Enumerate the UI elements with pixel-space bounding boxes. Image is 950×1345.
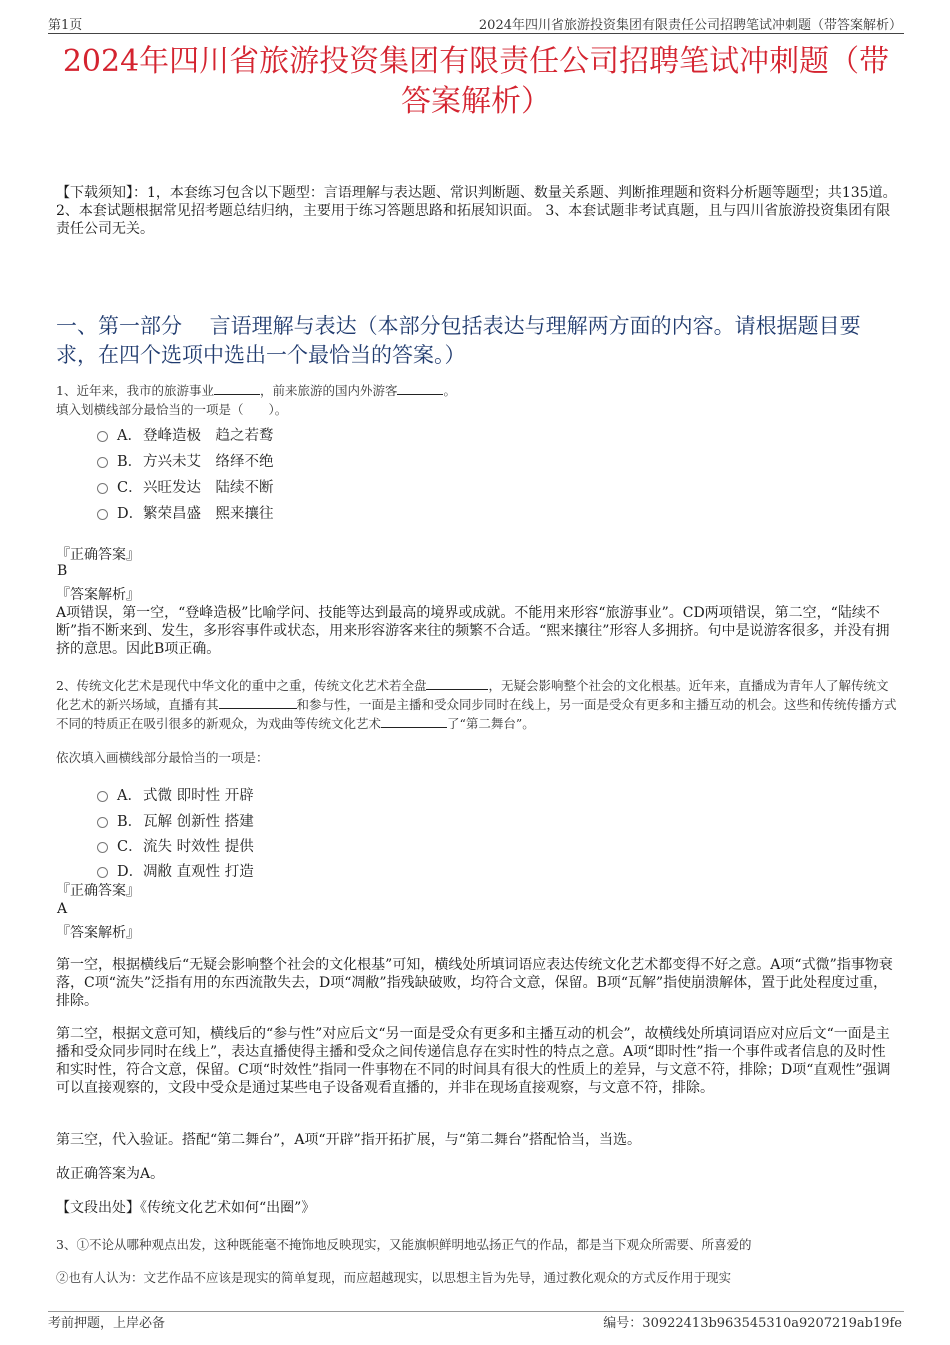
option-text: 凋敝 直观性 打造 [143, 864, 254, 880]
option-text: 式微 即时性 开辟 [143, 788, 254, 804]
q1-instruction: 填入划横线部分最恰当的一项是（ ）。 [56, 402, 288, 417]
header-divider [48, 33, 904, 34]
blank [381, 714, 447, 728]
q1-answer: B [57, 563, 68, 579]
q1-option-b[interactable] [97, 450, 274, 471]
document-title: 2024年四川省旅游投资集团有限责任公司招聘笔试冲刺题（带答案解析） [62, 44, 890, 119]
option-letter: B． [117, 814, 143, 830]
q2-option-d[interactable] [97, 860, 254, 881]
page-number: 第1页 [48, 18, 83, 33]
q1-answer-label: 『正确答案』 [56, 547, 140, 563]
blank [214, 381, 260, 395]
q2-stem-part-a: 2、传统文化艺术是现代中华文化的重中之重，传统文化艺术若全盘 [56, 678, 427, 693]
q1-stem-part-b: ，前来旅游的国内外游客 [259, 383, 398, 398]
radio-icon[interactable] [97, 817, 108, 828]
q2-option-b[interactable] [97, 810, 254, 831]
q1-option-a[interactable] [97, 424, 274, 445]
q2-analysis-paragraph-1: 第一空，根据横线后“无疑会影响整个社会的文化根基”可知，横线处所填词语应表达传统文化艺术都变得不好之意。A项“式微”指事物衰落，C项“流失”泛指有用的东西流散失去，D项“凋敝”指残缺破败，均符合文意，保留。B项“瓦解”指使崩溃解体，置于此处程度过重，排除。 [56, 957, 893, 1009]
q1-option-c[interactable] [97, 476, 274, 497]
option-letter: A． [117, 788, 142, 804]
q1-stem-part-a: 1、近年来，我市的旅游事业 [56, 383, 214, 398]
blank [397, 381, 443, 395]
q1-analysis: A项错误，第一空，“登峰造极”比喻学问、技能等达到最高的境界或成就。不能用来形容“旅游事业”。CD两项错误，第二空，“陆续不断”指不断来到、发生，多形容事件或状态，用来形容游客来往的频繁不合适。“熙来攘往”形容人多拥挤。句中是说游客很多，并没有拥挤的意思。因此B项正确。 [56, 605, 890, 657]
radio-icon[interactable] [97, 509, 108, 520]
q1-option-d[interactable] [97, 502, 274, 523]
q1-stem [56, 381, 898, 400]
section-heading: 一、第一部分 言语理解与表达（本部分包括表达与理解两方面的内容。请根据题目要求，在四个选项中选出一个最恰当的答案。） [56, 314, 861, 367]
download-notice: 【下载须知】：1，本套练习包含以下题型：言语理解与表达题、常识判断题、数量关系题、判断推理题和资料分析题等题型；共135道。 2、本套试题根据常见招考题总结归纳，主要用于练习答题思路和拓展知识面。 3、本套试题非考试真题，且与四川省旅游投资集团有限责任公司无关。 [56, 185, 897, 237]
footer-doc-id: 编号：30922413b963545310a9207219ab19fe [603, 1316, 902, 1331]
q2-stem-part-b: ，无疑会影响整个社会的文化根基。近年来，直播成为青年人了解传统文化艺术的新兴场域，直播有其 [56, 678, 889, 712]
option-text: 兴旺发达 陆续不断 [143, 480, 274, 496]
q2-final-answer: 故正确答案为A。 [56, 1166, 165, 1182]
option-letter: C． [117, 480, 143, 496]
option-text: 登峰造极 趋之若鹜 [143, 428, 274, 444]
q2-stem-part-c: 和参与性，一面是主播和受众同步同时在线上，另一面是受众有更多和主播互动的机会。这些和传统传播方式不同的特质正在吸引很多的新观众，为戏曲等传统文化艺术 [56, 697, 897, 731]
q2-stem [56, 676, 898, 733]
q1-analysis-label: 『答案解析』 [56, 587, 140, 603]
option-letter: B． [117, 454, 143, 470]
q2-answer-label: 『正确答案』 [56, 883, 140, 899]
radio-icon[interactable] [97, 457, 108, 468]
q2-answer: A [57, 901, 68, 917]
footer-slogan: 考前押题，上岸必备 [48, 1316, 166, 1331]
q2-analysis-paragraph-3: 第三空，代入验证。搭配“第二舞台”，A项“开辟”指开拓扩展，与“第二舞台”搭配恰当，当选。 [56, 1132, 642, 1148]
q2-option-c[interactable] [97, 835, 254, 856]
radio-icon[interactable] [97, 842, 108, 853]
option-letter: D． [117, 864, 144, 880]
blank [426, 676, 488, 690]
radio-icon[interactable] [97, 867, 108, 878]
q2-instruction: 依次填入画横线部分最恰当的一项是： [56, 750, 269, 765]
q2-option-a[interactable] [97, 784, 254, 805]
q1-stem-part-c: 。 [443, 383, 456, 398]
q2-stem-part-d: 了“第二舞台”。 [447, 716, 535, 731]
blank [219, 695, 297, 709]
option-text: 瓦解 创新性 搭建 [143, 814, 254, 830]
option-text: 流失 时效性 提供 [143, 839, 254, 855]
option-text: 方兴未艾 络绎不绝 [143, 454, 274, 470]
q3-line-1: 3、①不论从哪种观点出发，这种既能毫不掩饰地反映现实，又能旗帜鲜明地弘扬正气的作品，都是当下观众所需要、所喜爱的 [56, 1237, 752, 1252]
radio-icon[interactable] [97, 431, 108, 442]
option-letter: C． [117, 839, 143, 855]
header-doc-title: 2024年四川省旅游投资集团有限责任公司招聘笔试冲刺题（带答案解析） [478, 18, 902, 33]
q2-analysis-paragraph-2: 第二空，根据文意可知，横线后的“参与性”对应后文“另一面是受众有更多和主播互动的机会”，故横线处所填词语应对应后文“一面是主播和受众同步同时在线上”，表达直播使得主播和受众之间传递信息存在实时性的特点之意。A项“即时性”指一个事件或者信息的及时性和实时性，符合文意，保留。C项“时效性”指同一件事物在不同的时间具有很大的性质上的差异，与文意不符，排除；D项“直观性”强调可以直接观察的，文段中受众是通过某些电子设备观看直播的，并非在现场直接观察，与文意不符，排除。 [56, 1026, 891, 1096]
option-letter: A． [117, 428, 142, 444]
option-text: 繁荣昌盛 熙来攘往 [143, 506, 274, 522]
q2-source: 【文段出处】《传统文化艺术如何“出圈”》 [56, 1200, 316, 1216]
radio-icon[interactable] [97, 483, 108, 494]
q3-line-2: ②也有人认为：文艺作品不应该是现实的简单复现，而应超越现实，以思想主旨为先导，通过教化观众的方式反作用于现实 [56, 1270, 732, 1285]
q2-analysis-label: 『答案解析』 [56, 925, 140, 941]
option-letter: D． [117, 506, 144, 522]
radio-icon[interactable] [97, 791, 108, 802]
